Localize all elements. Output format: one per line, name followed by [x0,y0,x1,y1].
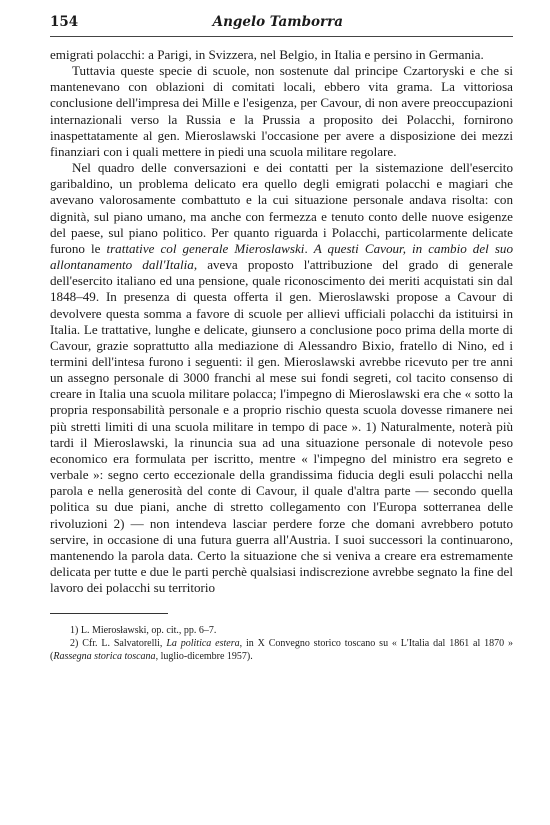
footnote-1-rest: , op. cit., pp. 6–7. [146,625,217,637]
footnote-2-mid: , in X Convegno storico toscano su « L'Italia dal 1861 al 1870 » ( [50,638,514,663]
footnotes [50,624,513,663]
footnote-1 [50,624,513,637]
footnote-2-marker: 2) [70,638,79,650]
footnote-2 [50,637,513,663]
paragraph-3-text-g: — non intendeva lasciar perdere forze che domani avrebbero potuto servire, in occasione di una futura guerra all'Austria. I suoi successori la continuarono, mantenendo la parola data. Certo la situazione che si veniva a creare era estremamente delicata per tutte e due le parti perchè qualsiasi indiscrezione avrebbe segnato la fine del lavoro dei polacchi su territorio [50,515,513,596]
footnote-1-author: L. Mierosławski [80,625,147,637]
paragraph-3-italic-a: trattative col generale Mieroslawski [106,240,305,256]
paragraph-3-italic-b: A questi Cavour, in cambio del suo allontanamento dall'Italia [50,240,514,273]
paragraph-3 [50,160,513,596]
paragraph-3-text-c: . [304,240,314,256]
paragraph-3-text-a: Nel quadro delle conversazioni e dei contatti per la sistemazione dell'esercito garibaldino, un problema delicato era quello degli emigrati polacchi e magiari che avevano valorosamente combattuto e la cui situazione personale andava risolta: con dignità, sul piano umano, ma anche con fermezza e tenuto conto delle nuove esigenze del paese, sul piano politico. Per quanto riguarda i Polacchi, particolarmente delicate furono le [50,160,513,256]
footnote-ref-1: 1) [365,418,377,434]
paragraph-3-text-e: , aveva proposto l'attribuzione del grado di generale dell'esercito italiano ed una pensione, quale riconoscimento dei meriti acquistati sin dal 1848–49. In presenza di questa offerta il gen. Mieroslawski propose a Cavour di devolvere questa somma a favore di scuole per allievi ufficiali polacchi da istituirsi in Italia. Le trattative, lunghe e delicate, giunsero a conclusione poco prima della morte di Cavour, grazie soprattutto alla mediazione di Alessandro Bixio, fratello di Nino, ed i termini dell'intesa furono i seguenti: il gen. Mieroslawski avrebbe ricevuto per tre anni un assegno personale di 3000 franchi al mese sui fondi segreti, col tacito consenso di creare in Italia una scuola militare polacca; l'impegno di Mieroslawski era che « sotto la propria responsabilità personale e a proprio rischio questa scuola dovesse rimanere nei più stretti limiti di una scuola militare in tempo di pace ». [50,257,513,434]
body-text [50,47,513,596]
footnote-2-journal: Rassegna storica toscana [53,651,156,663]
running-title: Angelo Tamborra [212,14,343,30]
footnote-rule [50,613,168,614]
paragraph-2: Tuttavia queste specie di scuole, non sostenute dal principe Czartoryski e che si mantenevano con oblazioni di comitati locali, ebbero vita grama. La vittoriosa conclusione dell'impresa dei Mille e l'esigenza, per Cavour, di non avere preoccupazioni internazionali verso la Russia e la Prussia a proposito dei Polacchi, fornirono inaspettatamente al gen. Mieroslawski l'occasione per avere a disposizione dei mezzi finanziari con i quali mettere in piedi una scuola militare regolare. [50,63,513,159]
running-head [50,14,513,37]
footnote-1-marker: 1) [70,625,79,637]
paragraph-3-text-f: Naturalmente, noterà più tardi il Mieroslawski, la rinuncia sua ad una situazione personale di notevole peso economico era formulata per iscritto, mentre « l'impegno del ministro era segreto e verbale »: segno certo eccezionale della grandissima fiducia degli esuli polacchi nella parola e nella generosità del conte di Cavour, il quale d'altra parte — secondo quella politica su due piani, anche di stretto collegamento con l'Europa sotterranea delle rivoluzioni [50,418,513,531]
footnote-ref-2: 2) [113,515,125,531]
footnote-2-title: La politica estera [166,638,240,650]
paragraph-1: emigrati polacchi: a Parigi, in Svizzera, nel Belgio, in Italia e persino in Germania. [50,47,484,62]
footnote-2-pre: Cfr. L. Salvatorelli, [82,638,167,650]
footnote-2-post: , luglio-dicembre 1957). [155,651,253,663]
page-number: 154 [50,14,79,30]
